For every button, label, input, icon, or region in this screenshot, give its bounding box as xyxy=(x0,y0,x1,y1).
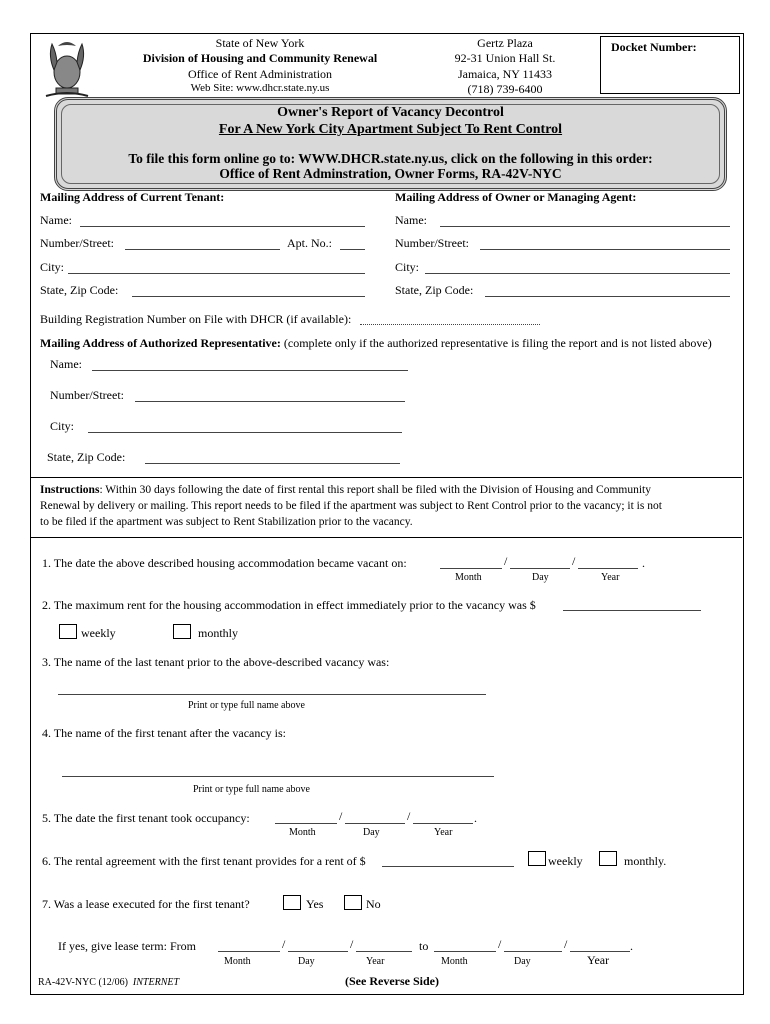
form-subtitle: For A New York City Apartment Subject To Rent Control xyxy=(218,122,563,137)
q2-weekly-checkbox[interactable] xyxy=(59,624,77,639)
tenant-statezip-label: State, Zip Code: xyxy=(40,283,119,297)
q6-text: 6. The rental agreement with the first tenant provides for a rent of $ xyxy=(42,854,366,868)
owner-statezip-label: State, Zip Code: xyxy=(395,283,474,297)
form-title: Owner's Report of Vacancy Decontrol xyxy=(277,105,504,120)
q6-weekly-checkbox[interactable] xyxy=(528,851,546,866)
owner-city-label: City: xyxy=(395,260,420,274)
header-addr3: Jamaica, NY 11433 xyxy=(457,67,553,81)
lease-from-year-caption: Year xyxy=(366,956,385,967)
tenant-street-field[interactable] xyxy=(125,249,280,250)
header-office: Office of Rent Administration xyxy=(187,67,333,81)
tenant-city-field[interactable] xyxy=(68,273,365,274)
owner-street-field[interactable] xyxy=(480,249,730,250)
form-id: RA-42V-NYC (12/06) xyxy=(38,977,128,988)
q4-caption: Print or type full name above xyxy=(193,784,310,795)
q3-text: 3. The name of the last tenant prior to the above-described vacancy was: xyxy=(42,655,390,669)
owner-city-field[interactable] xyxy=(425,273,730,274)
tenant-statezip-field[interactable] xyxy=(132,296,365,297)
q1-text: 1. The date the above described housing accommodation became vacant on: xyxy=(42,556,407,570)
q1-year-caption: Year xyxy=(601,572,620,583)
lease-to-year-field[interactable] xyxy=(570,951,630,952)
lease-from-month-caption: Month xyxy=(224,956,251,967)
docket-number-box[interactable] xyxy=(600,36,740,94)
q7-yes-checkbox[interactable] xyxy=(283,895,301,910)
tenant-heading: Mailing Address of Current Tenant: xyxy=(40,190,225,204)
q4-name-field[interactable] xyxy=(62,776,494,777)
q5-day-field[interactable] xyxy=(345,823,405,824)
lease-from-day-field[interactable] xyxy=(288,951,348,952)
internet-label: INTERNET xyxy=(132,977,180,988)
header-state: State of New York xyxy=(215,36,305,50)
q6-monthly-label: monthly. xyxy=(624,854,667,868)
header-phone: (718) 739-6400 xyxy=(467,82,543,96)
lease-to-day-caption: Day xyxy=(514,956,531,967)
building-reg-field[interactable] xyxy=(360,324,540,325)
instructions-line1: Instructions: Within 30 days following the date of first rental this report shall be filed with the Division of Housing and Community xyxy=(40,484,652,496)
q2-monthly-label: monthly xyxy=(198,626,239,640)
owner-name-field[interactable] xyxy=(440,226,730,227)
owner-statezip-field[interactable] xyxy=(485,296,730,297)
q2-monthly-checkbox[interactable] xyxy=(173,624,191,639)
divider-1 xyxy=(30,477,742,478)
rep-heading: Mailing Address of Authorized Representative: xyxy=(40,336,281,350)
q6-weekly-label: weekly xyxy=(548,854,583,868)
instructions-label: Instructions xyxy=(40,484,100,496)
tenant-city-label: City: xyxy=(40,260,65,274)
q7-no-checkbox[interactable] xyxy=(344,895,362,910)
instructions-line3: to be filed if the apartment was subject to Rent Stabilization prior to the vacancy. xyxy=(40,516,413,528)
q1-year-field[interactable] xyxy=(578,568,638,569)
rep-name-label: Name: xyxy=(50,357,82,371)
lease-to-year-caption: Year xyxy=(587,953,610,967)
owner-name-label: Name: xyxy=(395,213,427,227)
rep-note: (complete only if the authorized representative is filing the report and is not listed above) xyxy=(283,336,712,350)
q2-rent-field[interactable] xyxy=(563,610,701,611)
lease-to-month-field[interactable] xyxy=(434,951,496,952)
lease-to-day-field[interactable] xyxy=(504,951,562,952)
rep-street-label: Number/Street: xyxy=(50,388,124,402)
q4-text: 4. The name of the first tenant after the vacancy is: xyxy=(42,726,287,740)
header-website: Web Site: www.dhcr.state.ny.us xyxy=(190,82,330,94)
header-addr1: Gertz Plaza xyxy=(477,36,533,50)
q2-text: 2. The maximum rent for the housing accommodation in effect immediately prior to the vacancy was $ xyxy=(42,598,536,612)
rep-city-field[interactable] xyxy=(88,432,402,433)
docket-label: Docket Number: xyxy=(611,40,697,54)
q7-no-label: No xyxy=(366,897,381,911)
ny-state-seal-icon xyxy=(36,36,98,100)
tenant-apt-field[interactable] xyxy=(340,249,365,250)
divider-2 xyxy=(30,537,742,538)
see-reverse: (See Reverse Side) xyxy=(345,974,439,988)
rep-name-field[interactable] xyxy=(92,370,408,371)
lease-to-month-caption: Month xyxy=(441,956,468,967)
q5-month-field[interactable] xyxy=(275,823,337,824)
form-id-line xyxy=(38,977,179,988)
header-division: Division of Housing and Community Renewal xyxy=(142,51,378,65)
lease-to-label: to xyxy=(419,939,429,953)
q1-day-field[interactable] xyxy=(510,568,570,569)
q5-year-caption: Year xyxy=(434,827,453,838)
title-box xyxy=(54,97,727,191)
q7-yes-label: Yes xyxy=(306,897,324,911)
rep-city-label: City: xyxy=(50,419,75,433)
building-reg-label: Building Registration Number on File with DHCR (if available): xyxy=(40,312,352,326)
q5-day-caption: Day xyxy=(363,827,380,838)
q3-name-field[interactable] xyxy=(58,694,486,695)
q6-monthly-checkbox[interactable] xyxy=(599,851,617,866)
q1-month-caption: Month xyxy=(455,572,482,583)
lease-from-day-caption: Day xyxy=(298,956,315,967)
q5-month-caption: Month xyxy=(289,827,316,838)
header-addr2: 92-31 Union Hall St. xyxy=(454,51,556,65)
q7-text: 7. Was a lease executed for the first tenant? xyxy=(42,897,250,911)
lease-from-year-field[interactable] xyxy=(356,951,412,952)
owner-street-label: Number/Street: xyxy=(395,236,469,250)
rep-heading-line xyxy=(40,336,712,351)
tenant-apt-label: Apt. No.: xyxy=(287,236,332,250)
tenant-street-label: Number/Street: xyxy=(40,236,114,250)
q3-caption: Print or type full name above xyxy=(188,700,305,711)
lease-text: If yes, give lease term: From xyxy=(58,939,196,953)
q6-rent-field[interactable] xyxy=(382,866,514,867)
lease-from-month-field[interactable] xyxy=(218,951,280,952)
q1-day-caption: Day xyxy=(532,572,549,583)
q2-weekly-label: weekly xyxy=(81,626,116,640)
rep-statezip-field[interactable] xyxy=(145,463,400,464)
online-path: Office of Rent Adminstration, Owner Forms, RA-42V-NYC xyxy=(219,166,562,181)
tenant-name-field[interactable] xyxy=(80,226,365,227)
rep-statezip-label: State, Zip Code: xyxy=(47,450,126,464)
online-instructions: To file this form online go to: WWW.DHCR.state.ny.us, click on the following in this order: xyxy=(128,151,653,166)
q5-text: 5. The date the first tenant took occupancy: xyxy=(42,811,250,825)
instructions-line2: Renewal by delivery or mailing. This report needs to be filed if the apartment was subject to Rent Control prior to the vacancy; it is not xyxy=(40,500,662,512)
q5-year-field[interactable] xyxy=(413,823,473,824)
tenant-name-label: Name: xyxy=(40,213,72,227)
q1-month-field[interactable] xyxy=(440,568,502,569)
owner-heading: Mailing Address of Owner or Managing Agent: xyxy=(395,190,637,204)
rep-street-field[interactable] xyxy=(135,401,405,402)
